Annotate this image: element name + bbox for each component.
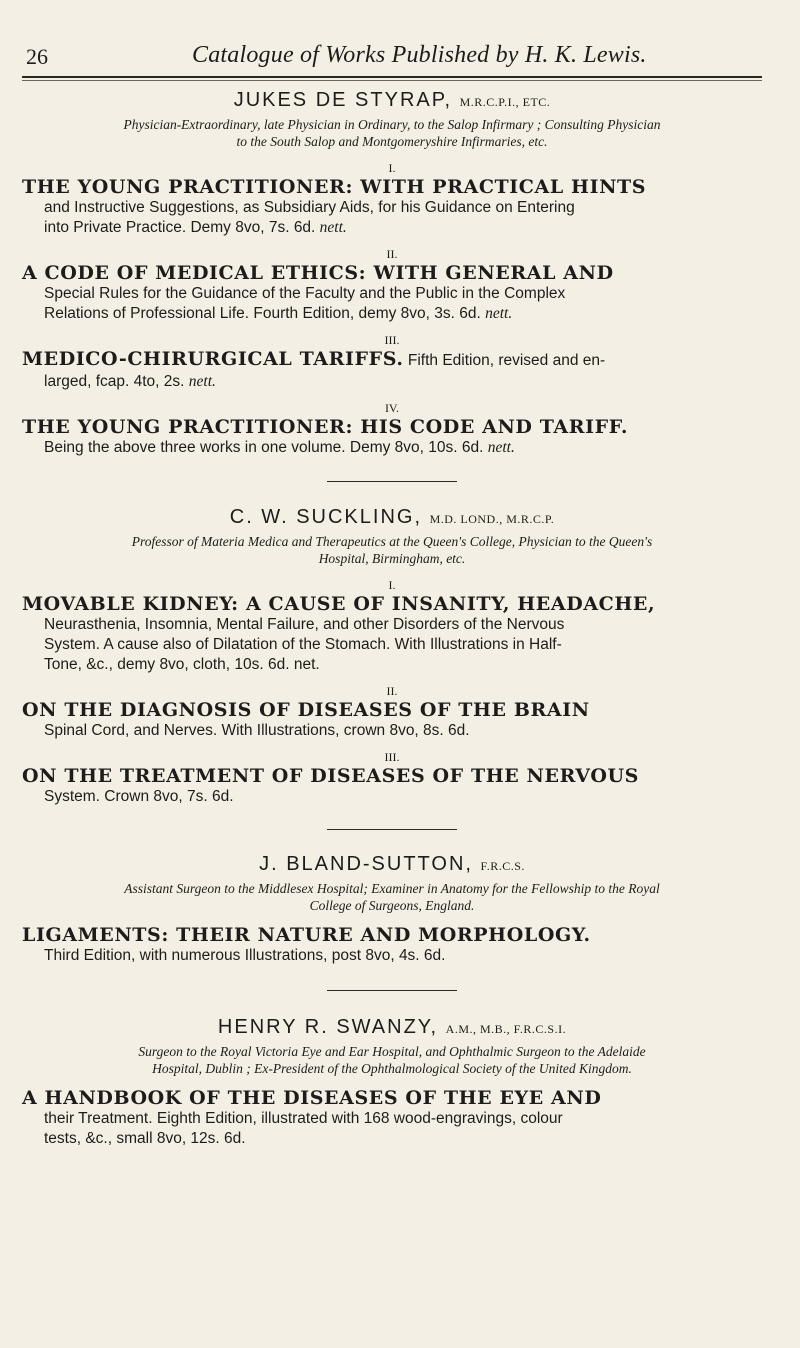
work-description-line: Neurasthenia, Insomnia, Mental Failure, and other Disorders of the Nervous	[44, 616, 565, 633]
work-description-line: System. Crown 8vo, 7s. 6d.	[44, 788, 234, 805]
work-description-line: Tone, &c., demy 8vo, cloth, 10s. 6d. net.	[44, 656, 320, 673]
author-position	[22, 116, 762, 150]
work-description-line: and Instructive Suggestions, as Subsidiary Aids, for his Guidance on Entering	[44, 199, 575, 216]
author-section	[22, 1015, 762, 1149]
author-position-line: Assistant Surgeon to the Middlesex Hospital; Examiner in Anatomy for the Fellowship to the Royal	[124, 881, 660, 896]
work-title-text: MEDICO-CHIRURGICAL TARIFFS.	[22, 348, 404, 370]
section-separator	[327, 990, 457, 991]
running-head	[22, 40, 762, 76]
price-note: nett.	[487, 439, 515, 456]
work-entry	[22, 577, 762, 675]
section-separator	[327, 481, 457, 482]
work-title-text: A CODE OF MEDICAL ETHICS: WITH GENERAL AND	[22, 262, 614, 284]
work-entry	[22, 332, 762, 392]
author-position	[22, 880, 762, 914]
running-title: Catalogue of Works Published by H. K. Lewis.	[192, 42, 647, 68]
work-title	[22, 924, 762, 946]
work-title	[22, 1087, 762, 1109]
work-description	[44, 372, 762, 392]
author-name	[22, 1015, 762, 1041]
work-title	[22, 765, 762, 787]
header-rule-thin	[22, 80, 762, 81]
author-name-text: HENRY R. SWANZY,	[217, 1016, 446, 1038]
work-description-line: Third Edition, with numerous Illustrations, post 8vo, 4s. 6d.	[44, 947, 446, 964]
work-title-text: ON THE TREATMENT OF DISEASES OF THE NERVOUS	[22, 765, 639, 787]
work-title	[22, 176, 762, 198]
work-title-text: MOVABLE KIDNEY: A CAUSE OF INSANITY, HEADACHE,	[22, 593, 656, 615]
work-entry	[22, 400, 762, 458]
author-position-line: Hospital, Birmingham, etc.	[318, 551, 466, 566]
section-separator-wrap	[22, 990, 762, 991]
work-numeral: IV.	[384, 401, 400, 415]
section-separator	[327, 829, 457, 830]
section-separator-wrap	[22, 481, 762, 482]
author-position-line: to the South Salop and Montgomeryshire Infirmaries, etc.	[236, 134, 548, 149]
work-description-line: their Treatment. Eighth Edition, illustrated with 168 wood-engravings, colour	[44, 1110, 563, 1127]
work-numeral: I.	[388, 578, 396, 592]
author-section	[22, 88, 762, 458]
work-title-text: LIGAMENTS: THEIR NATURE AND MORPHOLOGY.	[22, 924, 591, 946]
work-title-text: ON THE DIAGNOSIS OF DISEASES OF THE BRAIN	[22, 699, 590, 721]
author-position	[22, 1043, 762, 1077]
work-title-text: THE YOUNG PRACTITIONER: WITH PRACTICAL HINTS	[22, 176, 647, 198]
work-entry	[22, 749, 762, 807]
price-note: nett.	[485, 305, 513, 322]
work-description	[44, 438, 762, 458]
work-description-line: Spinal Cord, and Nerves. With Illustrations, crown 8vo, 8s. 6d.	[44, 722, 470, 739]
work-description	[44, 1109, 762, 1149]
author-name-text: C. W. SUCKLING,	[229, 506, 430, 528]
work-description-line: Relations of Professional Life. Fourth Edition, demy 8vo, 3s. 6d.	[44, 305, 486, 322]
work-title	[22, 593, 762, 615]
work-entry	[22, 160, 762, 238]
author-position-line: Physician-Extraordinary, late Physician in Ordinary, to the Salop Infirmary ; Consulting Physician	[123, 117, 661, 132]
price-note: nett.	[319, 219, 347, 236]
work-numeral: I.	[388, 161, 396, 175]
work-numeral: III.	[384, 750, 400, 764]
work-title-text: THE YOUNG PRACTITIONER: HIS CODE AND TARIFF.	[22, 416, 629, 438]
author-qualifications: F.R.C.S.	[480, 859, 525, 873]
work-entry	[22, 1087, 762, 1149]
work-description-line: larged, fcap. 4to, 2s.	[44, 373, 189, 390]
author-qualifications: M.R.C.P.I., ETC.	[459, 95, 551, 109]
author-position-line: Professor of Materia Medica and Therapeutics at the Queen's College, Physician to the Queen's	[131, 534, 653, 549]
work-entry	[22, 683, 762, 741]
author-position-line: Hospital, Dublin ; Ex-President of the Ophthalmological Society of the United Kingdom.	[152, 1061, 632, 1076]
work-entry	[22, 924, 762, 966]
price-note: nett.	[188, 373, 216, 390]
section-separator-wrap	[22, 829, 762, 830]
work-numeral: III.	[384, 333, 400, 347]
work-description	[44, 721, 762, 741]
author-name	[22, 505, 762, 531]
work-description	[44, 284, 762, 324]
author-position	[22, 533, 762, 567]
work-title	[22, 262, 762, 284]
author-section	[22, 852, 762, 966]
catalogue-content	[22, 88, 762, 1149]
author-name-text: JUKES DE STYRAP,	[233, 89, 460, 111]
work-title	[22, 416, 762, 438]
author-qualifications: A.M., M.B., F.R.C.S.I.	[445, 1022, 567, 1036]
author-name	[22, 852, 762, 878]
work-description	[44, 946, 762, 966]
page-number: 26	[26, 44, 48, 69]
author-position-line: Surgeon to the Royal Victoria Eye and Ear Hospital, and Ophthalmic Surgeon to the Adelaide	[138, 1044, 646, 1059]
author-name	[22, 88, 762, 114]
work-description	[44, 787, 762, 807]
work-title-text: A HANDBOOK OF THE DISEASES OF THE EYE AND	[22, 1087, 602, 1109]
work-numeral: II.	[386, 247, 398, 261]
header-rule	[22, 76, 762, 78]
work-description-line: System. A cause also of Dilatation of the Stomach. With Illustrations in Half-	[44, 636, 562, 653]
author-qualifications: M.D. LOND., M.R.C.P.	[429, 512, 555, 526]
work-title-tail: Fifth Edition, revised and en-	[403, 352, 606, 369]
work-numeral: II.	[386, 684, 398, 698]
work-description	[44, 198, 762, 238]
work-title	[22, 699, 762, 721]
work-title	[22, 348, 762, 372]
author-section	[22, 505, 762, 807]
work-description-line: Being the above three works in one volume. Demy 8vo, 10s. 6d.	[44, 439, 488, 456]
author-position-line: College of Surgeons, England.	[309, 898, 475, 913]
work-description-line: into Private Practice. Demy 8vo, 7s. 6d.	[44, 219, 320, 236]
work-description-line: tests, &c., small 8vo, 12s. 6d.	[44, 1130, 246, 1147]
author-name-text: J. BLAND-SUTTON,	[259, 853, 481, 875]
work-description	[44, 615, 762, 675]
work-description-line: Special Rules for the Guidance of the Faculty and the Public in the Complex	[44, 285, 566, 302]
work-entry	[22, 246, 762, 324]
